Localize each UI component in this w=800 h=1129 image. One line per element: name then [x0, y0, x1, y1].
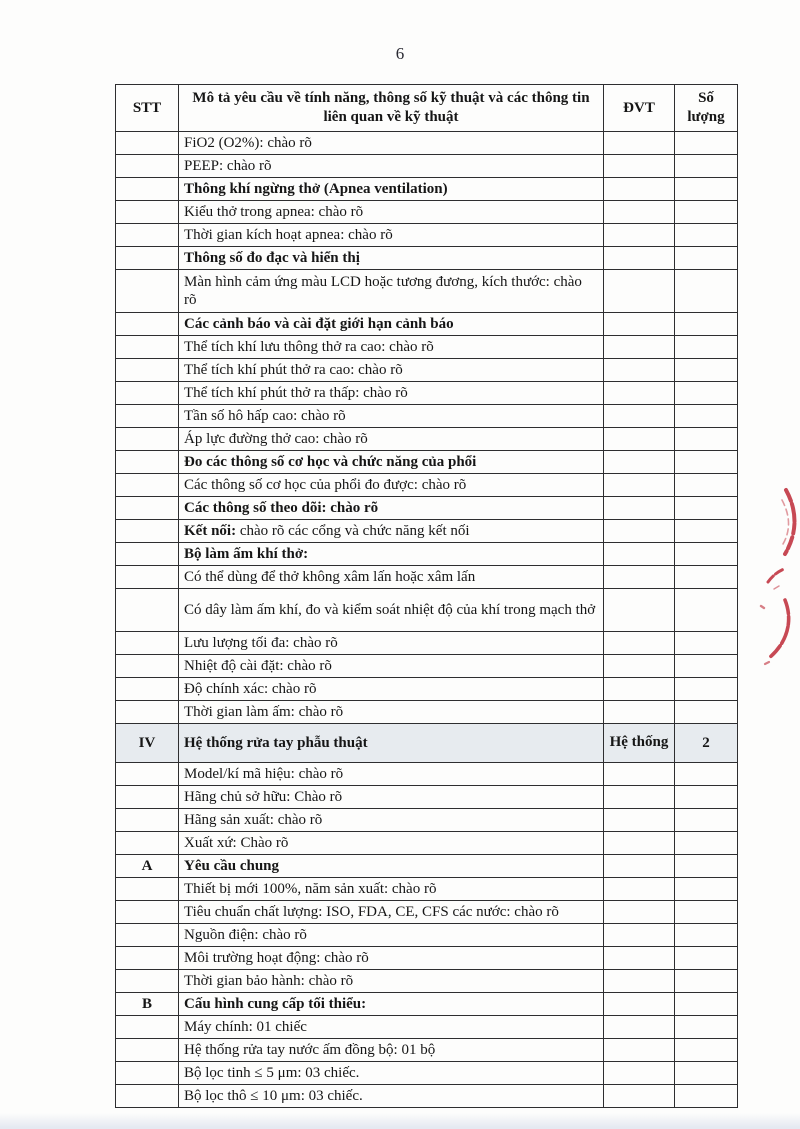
row-stt: [116, 451, 179, 474]
row-description: Thể tích khí phút thở ra cao: chào rõ: [179, 359, 604, 382]
row-qty: [675, 1062, 738, 1085]
table-row: [116, 132, 738, 155]
row-stt: [116, 566, 179, 589]
table-row: [116, 901, 738, 924]
red-stamp-icon: [752, 458, 800, 668]
page-number: 6: [395, 44, 405, 63]
row-dvt: [604, 832, 675, 855]
row-dvt: [604, 701, 675, 724]
row-stt: [116, 786, 179, 809]
row-dvt: [604, 201, 675, 224]
row-qty: [675, 270, 738, 313]
row-dvt: [604, 1062, 675, 1085]
row-stt: [116, 201, 179, 224]
row-stt: [116, 178, 179, 201]
row-stt: [116, 678, 179, 701]
row-stt: [116, 655, 179, 678]
row-stt: B: [116, 993, 179, 1016]
row-stt: [116, 270, 179, 313]
row-description: Máy chính: 01 chiếc: [179, 1016, 604, 1039]
row-dvt: [604, 132, 675, 155]
table-row: [116, 855, 738, 878]
header-description: Mô tả yêu cầu về tính năng, thông số kỹ thuật và các thông tin liên quan về kỹ thuật: [179, 85, 604, 132]
row-qty: [675, 520, 738, 543]
table-row: [116, 359, 738, 382]
table-row: [116, 924, 738, 947]
row-dvt: Hệ thống: [604, 724, 675, 763]
row-qty: [675, 655, 738, 678]
row-qty: [675, 359, 738, 382]
table-row: [116, 809, 738, 832]
row-dvt: [604, 970, 675, 993]
row-qty: 2: [675, 724, 738, 763]
row-stt: [116, 313, 179, 336]
table-row: [116, 1062, 738, 1085]
row-qty: [675, 543, 738, 566]
row-qty: [675, 178, 738, 201]
row-stt: [116, 1062, 179, 1085]
row-stt: [116, 878, 179, 901]
row-qty: [675, 566, 738, 589]
row-description: Có dây làm ấm khí, đo và kiểm soát nhiệt độ của khí trong mạch thở: [179, 589, 604, 632]
row-dvt: [604, 809, 675, 832]
row-stt: [116, 543, 179, 566]
row-stt: [116, 809, 179, 832]
table-row: [116, 201, 738, 224]
row-dvt: [604, 405, 675, 428]
row-qty: [675, 878, 738, 901]
row-description: Thời gian bảo hành: chào rõ: [179, 970, 604, 993]
row-stt: [116, 589, 179, 632]
row-description: Hãng sản xuất: chào rõ: [179, 809, 604, 832]
row-qty: [675, 809, 738, 832]
row-description: Thông khí ngừng thở (Apnea ventilation): [179, 178, 604, 201]
row-qty: [675, 313, 738, 336]
row-stt: [116, 405, 179, 428]
row-dvt: [604, 247, 675, 270]
row-qty: [675, 201, 738, 224]
row-qty: [675, 497, 738, 520]
row-stt: [116, 520, 179, 543]
table-row: [116, 155, 738, 178]
row-description: Hệ thống rửa tay nước ấm đồng bộ: 01 bộ: [179, 1039, 604, 1062]
row-dvt: [604, 589, 675, 632]
row-qty: [675, 451, 738, 474]
row-description: Thể tích khí phút thở ra thấp: chào rõ: [179, 382, 604, 405]
row-qty: [675, 1016, 738, 1039]
row-description: Các thông số theo dõi: chào rõ: [179, 497, 604, 520]
spec-table-header: [116, 85, 738, 132]
row-qty: [675, 336, 738, 359]
table-row: [116, 520, 738, 543]
row-qty: [675, 382, 738, 405]
row-stt: [116, 632, 179, 655]
table-row: [116, 678, 738, 701]
row-dvt: [604, 878, 675, 901]
row-description: Yêu cầu chung: [179, 855, 604, 878]
table-row: [116, 878, 738, 901]
row-description: Hệ thống rửa tay phẫu thuật: [179, 724, 604, 763]
table-row: [116, 1016, 738, 1039]
row-qty: [675, 224, 738, 247]
row-stt: [116, 132, 179, 155]
table-row: [116, 1085, 738, 1108]
row-dvt: [604, 1085, 675, 1108]
row-description: PEEP: chào rõ: [179, 155, 604, 178]
row-dvt: [604, 474, 675, 497]
row-dvt: [604, 678, 675, 701]
row-description: Độ chính xác: chào rõ: [179, 678, 604, 701]
row-stt: [116, 247, 179, 270]
row-description: Màn hình cảm ứng màu LCD hoặc tương đương, kích thước: chào rõ: [179, 270, 604, 313]
row-qty: [675, 1085, 738, 1108]
row-description: Thể tích khí lưu thông thở ra cao: chào rõ: [179, 336, 604, 359]
row-qty: [675, 474, 738, 497]
table-row: [116, 632, 738, 655]
header-dvt: ĐVT: [604, 85, 675, 132]
table-row: [116, 336, 738, 359]
table-row: [116, 270, 738, 313]
table-row: [116, 405, 738, 428]
row-stt: A: [116, 855, 179, 878]
row-dvt: [604, 1039, 675, 1062]
row-stt: [116, 359, 179, 382]
row-stt: IV: [116, 724, 179, 763]
row-stt: [116, 428, 179, 451]
row-description: Tần số hô hấp cao: chào rõ: [179, 405, 604, 428]
row-dvt: [604, 855, 675, 878]
row-description: Xuất xứ: Chào rõ: [179, 832, 604, 855]
table-row: [116, 428, 738, 451]
row-qty: [675, 155, 738, 178]
row-qty: [675, 701, 738, 724]
row-stt: [116, 901, 179, 924]
spec-table-body: [116, 132, 738, 1108]
row-dvt: [604, 178, 675, 201]
row-dvt: [604, 763, 675, 786]
row-description: Thời gian kích hoạt apnea: chào rõ: [179, 224, 604, 247]
row-dvt: [604, 270, 675, 313]
table-row: [116, 247, 738, 270]
table-row: [116, 832, 738, 855]
row-stt: [116, 924, 179, 947]
row-stt: [116, 336, 179, 359]
row-description: Đo các thông số cơ học và chức năng của phổi: [179, 451, 604, 474]
row-qty: [675, 428, 738, 451]
row-description: Nhiệt độ cài đặt: chào rõ: [179, 655, 604, 678]
row-stt: [116, 224, 179, 247]
table-row: [116, 993, 738, 1016]
row-description: Bộ lọc thô ≤ 10 μm: 03 chiếc.: [179, 1085, 604, 1108]
spec-table: [115, 84, 738, 1108]
row-description: Áp lực đường thở cao: chào rõ: [179, 428, 604, 451]
header-qty: Số lượng: [675, 85, 738, 132]
row-dvt: [604, 313, 675, 336]
row-dvt: [604, 1016, 675, 1039]
row-qty: [675, 970, 738, 993]
table-row: [116, 566, 738, 589]
header-row: [116, 85, 738, 132]
row-dvt: [604, 451, 675, 474]
row-description: Model/kí mã hiệu: chào rõ: [179, 763, 604, 786]
row-description: Có thể dùng để thở không xâm lấn hoặc xâm lấn: [179, 566, 604, 589]
table-row: [116, 970, 738, 993]
table-row: [116, 655, 738, 678]
row-stt: [116, 497, 179, 520]
table-row: [116, 451, 738, 474]
row-description: Thiết bị mới 100%, năm sản xuất: chào rõ: [179, 878, 604, 901]
row-description: Lưu lượng tối đa: chào rõ: [179, 632, 604, 655]
table-row: [116, 543, 738, 566]
row-description: Các thông số cơ học của phổi đo được: chào rõ: [179, 474, 604, 497]
row-dvt: [604, 786, 675, 809]
row-dvt: [604, 359, 675, 382]
row-qty: [675, 855, 738, 878]
row-description-bold-prefix: Kết nối:: [184, 523, 237, 539]
row-stt: [116, 155, 179, 178]
row-dvt: [604, 924, 675, 947]
row-dvt: [604, 520, 675, 543]
row-qty: [675, 993, 738, 1016]
row-stt: [116, 1085, 179, 1108]
header-stt: STT: [116, 85, 179, 132]
row-dvt: [604, 497, 675, 520]
table-row: [116, 701, 738, 724]
row-stt: [116, 701, 179, 724]
row-dvt: [604, 632, 675, 655]
table-row: [116, 313, 738, 336]
row-dvt: [604, 566, 675, 589]
row-description: Các cảnh báo và cài đặt giới hạn cảnh báo: [179, 313, 604, 336]
row-dvt: [604, 224, 675, 247]
row-dvt: [604, 336, 675, 359]
row-dvt: [604, 993, 675, 1016]
row-qty: [675, 786, 738, 809]
row-qty: [675, 947, 738, 970]
row-description: Bộ làm ấm khí thở:: [179, 543, 604, 566]
table-row: [116, 497, 738, 520]
row-stt: [116, 970, 179, 993]
row-qty: [675, 132, 738, 155]
row-stt: [116, 947, 179, 970]
row-stt: [116, 1039, 179, 1062]
row-qty: [675, 405, 738, 428]
table-row: [116, 786, 738, 809]
row-qty: [675, 247, 738, 270]
row-stt: [116, 474, 179, 497]
row-description: Kết nối: chào rõ các cổng và chức năng kết nối: [179, 520, 604, 543]
table-row: [116, 178, 738, 201]
table-row: [116, 724, 738, 763]
row-description: FiO2 (O2%): chào rõ: [179, 132, 604, 155]
row-qty: [675, 832, 738, 855]
row-qty: [675, 632, 738, 655]
row-stt: [116, 382, 179, 405]
row-dvt: [604, 382, 675, 405]
scan-bottom-edge: [0, 1113, 800, 1129]
row-dvt: [604, 947, 675, 970]
table-row: [116, 947, 738, 970]
row-qty: [675, 1039, 738, 1062]
row-description: Cấu hình cung cấp tối thiểu:: [179, 993, 604, 1016]
row-description: Kiểu thở trong apnea: chào rõ: [179, 201, 604, 224]
row-qty: [675, 901, 738, 924]
row-dvt: [604, 155, 675, 178]
row-dvt: [604, 428, 675, 451]
row-stt: [116, 1016, 179, 1039]
table-row: [116, 763, 738, 786]
row-description: Thời gian làm ấm: chào rõ: [179, 701, 604, 724]
row-qty: [675, 924, 738, 947]
row-description: Thông số đo đạc và hiển thị: [179, 247, 604, 270]
row-qty: [675, 589, 738, 632]
row-dvt: [604, 543, 675, 566]
row-stt: [116, 832, 179, 855]
table-row: [116, 474, 738, 497]
row-dvt: [604, 901, 675, 924]
row-dvt: [604, 655, 675, 678]
table-row: [116, 382, 738, 405]
row-qty: [675, 763, 738, 786]
table-row: [116, 589, 738, 632]
row-description: Nguồn điện: chào rõ: [179, 924, 604, 947]
row-description: Môi trường hoạt động: chào rõ: [179, 947, 604, 970]
row-qty: [675, 678, 738, 701]
row-description: Hãng chủ sở hữu: Chào rõ: [179, 786, 604, 809]
table-row: [116, 224, 738, 247]
table-row: [116, 1039, 738, 1062]
row-description: Tiêu chuẩn chất lượng: ISO, FDA, CE, CFS các nước: chào rõ: [179, 901, 604, 924]
row-stt: [116, 763, 179, 786]
row-description: Bộ lọc tinh ≤ 5 μm: 03 chiếc.: [179, 1062, 604, 1085]
